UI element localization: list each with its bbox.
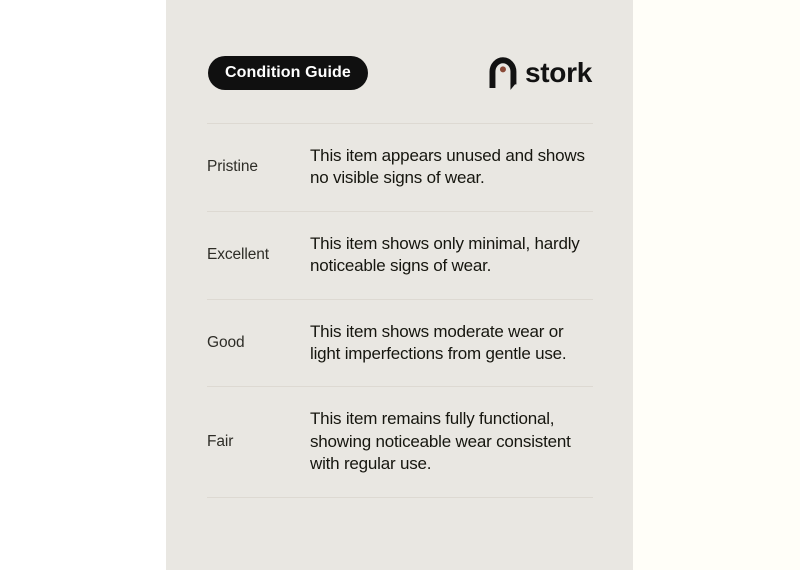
condition-description: This item appears unused and shows no visible signs of wear. [310,146,585,188]
condition-label: Good [207,334,245,352]
condition-description: This item shows only minimal, hardly noticeable signs of wear. [310,233,580,276]
right-margin [633,0,800,570]
condition-guide-badge: Condition Guide [208,56,368,90]
table-row-fair [207,386,593,497]
brand-logo [487,56,592,90]
condition-description: This item shows moderate wear or light imperfections from gentle use. [310,321,567,364]
condition-label: Excellent [207,246,269,264]
stork-logo-icon [487,56,518,90]
brand-name: stork [525,57,592,88]
condition-table [207,123,593,498]
panel-header [166,0,633,90]
condition-label: Fair [207,433,234,451]
table-row-good [207,299,593,387]
table-row-excellent [207,211,593,299]
condition-label: Pristine [207,158,258,176]
condition-guide-panel [166,0,633,570]
table-row-pristine [207,123,593,211]
condition-description: This item remains fully functional, showing noticeable wear consistent with regular use. [310,409,571,474]
